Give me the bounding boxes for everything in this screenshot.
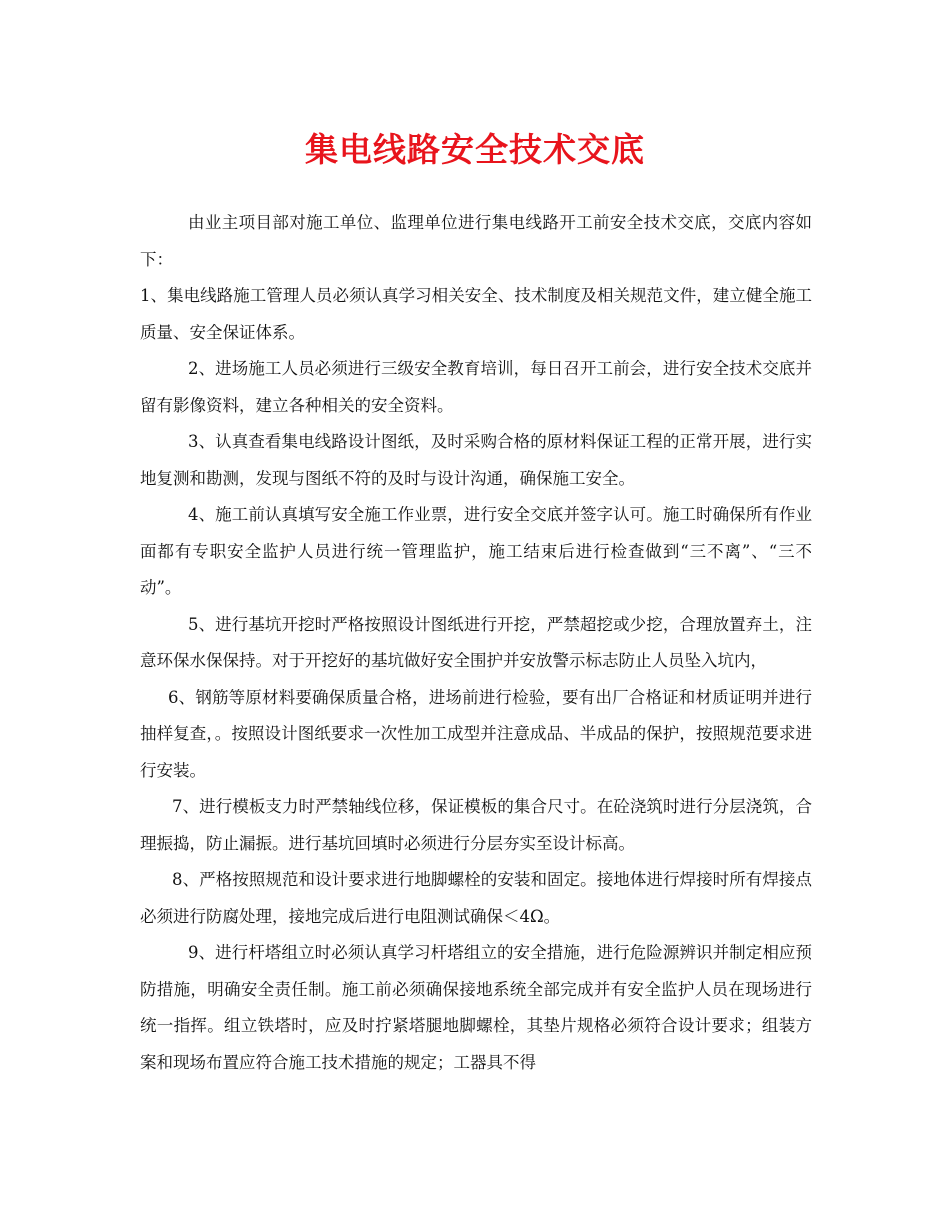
item-8-paragraph: 8、严格按照规范和设计要求进行地脚螺栓的安装和固定。接地体进行焊接时所有焊接点必须进行防腐处理，接地完成后进行电阻测试确保＜4Ω。 bbox=[140, 870, 812, 926]
document-body bbox=[140, 205, 812, 1081]
item-9-paragraph: 9、进行杆塔组立时必须认真学习杆塔组立的安全措施，进行危险源辨识并制定相应预防措施，明确安全责任制。施工前必须确保接地系统全部完成并有安全监护人员在现场进行统一指挥。组立铁塔时，应及时拧紧塔腿地脚螺栓，其垫片规格必须符合设计要求；组装方案和现场布置应符合施工技术措施的规定；工器具不得 bbox=[140, 943, 812, 1072]
item-3-paragraph: 3、认真查看集电线路设计图纸，及时采购合格的原材料保证工程的正常开展，进行实地复测和勘测，发现与图纸不符的及时与设计沟通，确保施工安全。 bbox=[140, 432, 812, 488]
item-5-paragraph: 5、进行基坑开挖时严格按照设计图纸进行开挖，严禁超挖或少挖，合理放置弃土，注意环保水保保持。对于开挖好的基坑做好安全围护并安放警示标志防止人员坠入坑内， bbox=[140, 614, 812, 670]
document-title: 集电线路安全技术交底 bbox=[305, 130, 645, 169]
item-1-paragraph: 1、集电线路施工管理人员必须认真学习相关安全、技术制度及相关规范文件，建立健全施工质量、安全保证体系。 bbox=[140, 286, 812, 342]
item-7-paragraph: 7、进行模板支力时严禁轴线位移，保证模板的集合尺寸。在砼浇筑时进行分层浇筑，合理振捣，防止漏振。进行基坑回填时必须进行分层夯实至设计标高。 bbox=[140, 797, 812, 853]
item-4-paragraph: 4、施工前认真填写安全施工作业票，进行安全交底并签字认可。施工时确保所有作业面都有专职安全监护人员进行统一管理监护，施工结束后进行检查做到“三不离”、“三不动”。 bbox=[140, 505, 812, 597]
item-2-paragraph: 2、进场施工人员必须进行三级安全教育培训，每日召开工前会，进行安全技术交底并留有影像资料，建立各种相关的安全资料。 bbox=[140, 359, 812, 415]
item-6-paragraph: 6、钢筋等原材料要确保质量合格，进场前进行检验，要有出厂合格证和材质证明并进行抽样复查，。按照设计图纸要求一次性加工成型并注意成品、半成品的保护，按照规范要求进行安装。 bbox=[140, 687, 812, 780]
intro-paragraph: 由业主项目部对施工单位、监理单位进行集电线路开工前安全技术交底，交底内容如下： bbox=[140, 213, 812, 269]
